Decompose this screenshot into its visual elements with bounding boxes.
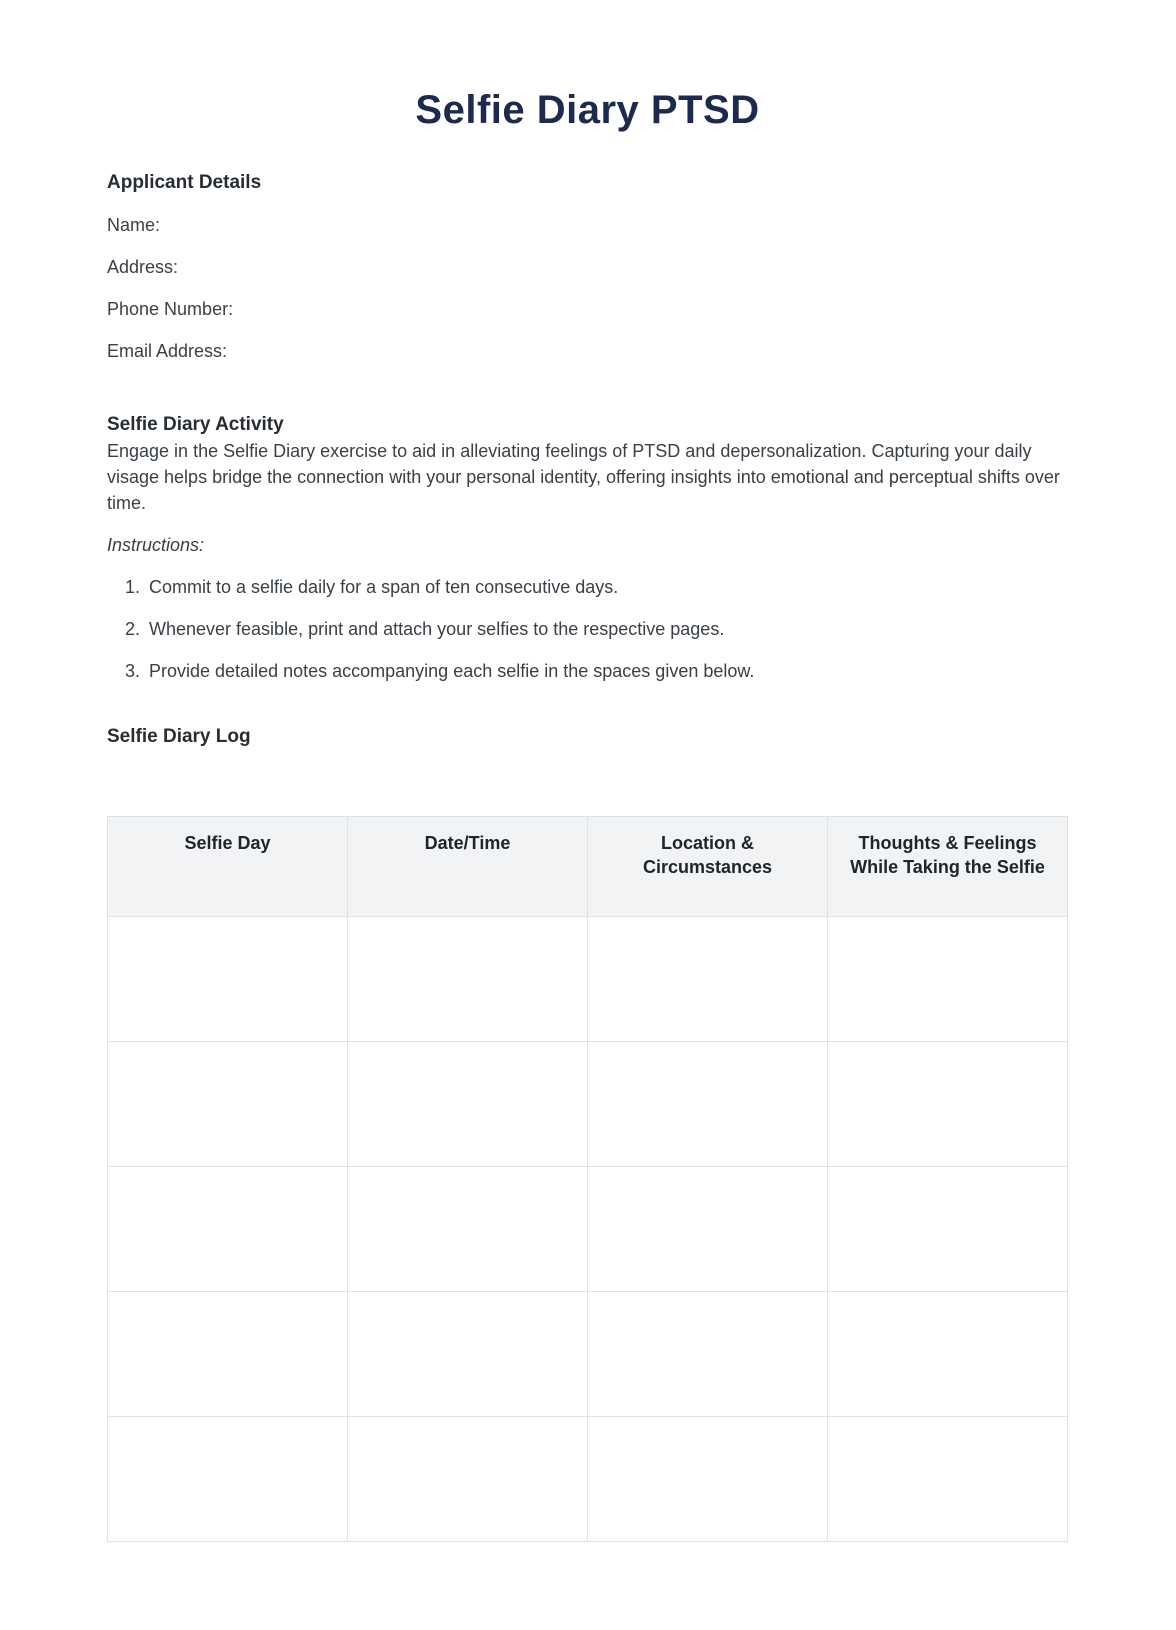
log-cell bbox=[588, 1292, 828, 1417]
table-row bbox=[108, 917, 1068, 1042]
log-cell bbox=[828, 1167, 1068, 1292]
email-address-field-label: Email Address: bbox=[107, 341, 228, 361]
selfie-log-header-row bbox=[108, 817, 1068, 917]
phone-number-field-label: Phone Number: bbox=[107, 299, 234, 319]
applicant-details-section bbox=[107, 170, 1068, 364]
log-cell bbox=[108, 1167, 348, 1292]
applicant-details-heading: Applicant Details bbox=[107, 172, 262, 193]
address-field-label: Address: bbox=[107, 257, 179, 277]
page-title: Selfie Diary PTSD bbox=[415, 88, 760, 132]
column-header-location-circumstances: Location & Circumstances bbox=[588, 817, 828, 917]
instructions-list bbox=[107, 574, 1068, 684]
instructions-label: Instructions: bbox=[107, 535, 205, 555]
log-cell bbox=[828, 1292, 1068, 1417]
table-row bbox=[108, 1292, 1068, 1417]
instruction-item-3: 3. Provide detailed notes accompanying each selfie in the spaces given below. bbox=[145, 658, 1068, 684]
table-row bbox=[108, 1417, 1068, 1542]
log-cell bbox=[348, 1417, 588, 1542]
selfie-diary-log-section bbox=[107, 724, 1068, 1542]
log-cell bbox=[828, 917, 1068, 1042]
table-row bbox=[108, 1167, 1068, 1292]
log-cell bbox=[348, 1292, 588, 1417]
log-cell bbox=[588, 1417, 828, 1542]
table-row bbox=[108, 1042, 1068, 1167]
log-cell bbox=[588, 1167, 828, 1292]
column-header-thoughts-feelings: Thoughts & Feelings While Taking the Selfie bbox=[828, 817, 1068, 917]
selfie-log-table bbox=[107, 816, 1068, 1542]
log-cell bbox=[348, 1042, 588, 1167]
log-cell bbox=[108, 917, 348, 1042]
column-header-date-time: Date/Time bbox=[348, 817, 588, 917]
log-cell bbox=[828, 1417, 1068, 1542]
log-cell bbox=[348, 1167, 588, 1292]
selfie-diary-activity-section bbox=[107, 412, 1068, 684]
selfie-log-body bbox=[108, 917, 1068, 1542]
selfie-diary-log-heading: Selfie Diary Log bbox=[107, 726, 251, 747]
log-cell bbox=[108, 1417, 348, 1542]
activity-heading: Selfie Diary Activity bbox=[107, 414, 284, 435]
log-cell bbox=[828, 1042, 1068, 1167]
log-cell bbox=[108, 1292, 348, 1417]
log-cell bbox=[588, 1042, 828, 1167]
instruction-item-2: 2. Whenever feasible, print and attach your selfies to the respective pages. bbox=[145, 616, 1068, 642]
column-header-selfie-day: Selfie Day bbox=[108, 817, 348, 917]
activity-description: Engage in the Selfie Diary exercise to aid in alleviating feelings of PTSD and depersonalization. Capturing your daily visage helps bridge the connection with your personal identity, offering insights into emotional and perceptual shifts over time. bbox=[107, 441, 1060, 513]
log-cell bbox=[348, 917, 588, 1042]
name-field-label: Name: bbox=[107, 215, 161, 235]
log-cell bbox=[108, 1042, 348, 1167]
instruction-item-1: 1. Commit to a selfie daily for a span of ten consecutive days. bbox=[145, 574, 1068, 600]
log-cell bbox=[588, 917, 828, 1042]
